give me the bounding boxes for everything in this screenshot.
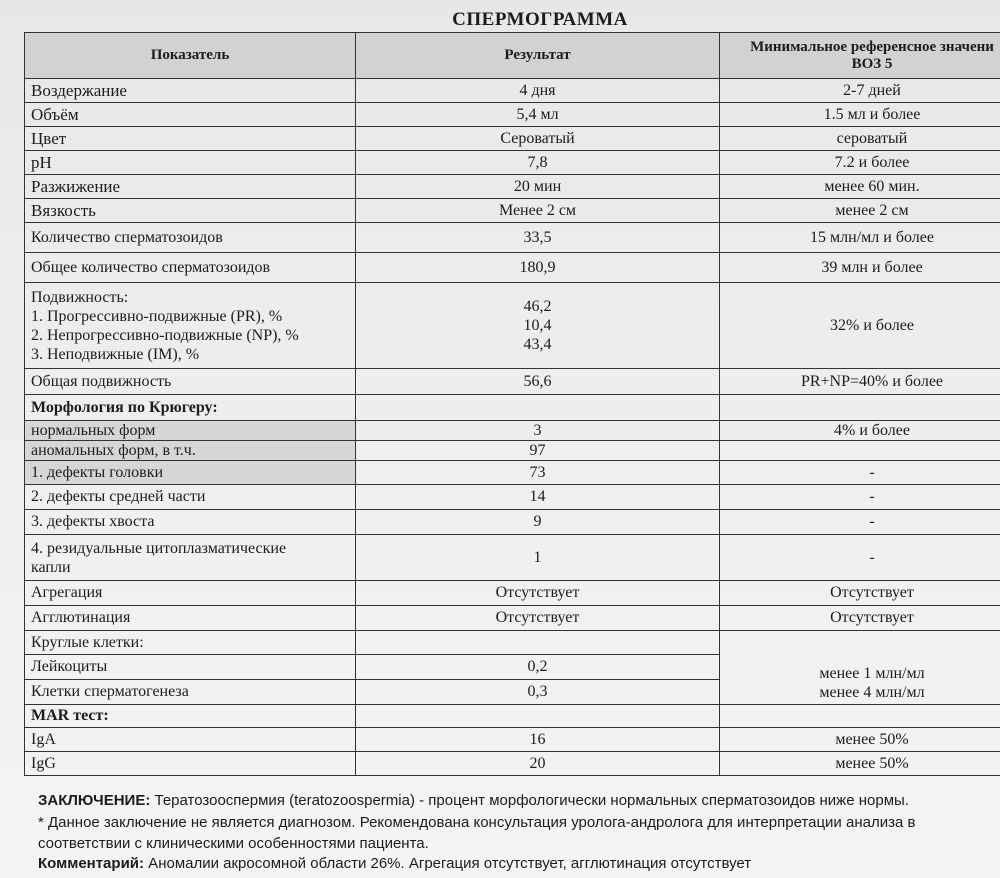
motility-pr-value: 46,2	[523, 298, 552, 315]
header-indicator: Показатель	[25, 33, 356, 79]
row-result: 33,5	[356, 223, 720, 253]
row-reference: 2-7 дней	[720, 79, 1000, 103]
row-name: Агрегация	[25, 581, 356, 606]
morphology-heading: Морфология по Крюгеру:	[25, 395, 356, 421]
table-row	[25, 581, 1000, 606]
row-result: Отсутствует	[356, 606, 720, 631]
row-name: Вязкость	[25, 199, 356, 223]
row-result: 20	[356, 752, 720, 776]
table-row	[25, 253, 1000, 283]
comment-label: Комментарий:	[38, 855, 145, 872]
header-reference-line1: Минимальное референсное значени	[750, 38, 994, 55]
row-result: 0,2	[356, 655, 720, 680]
comment-line	[38, 853, 998, 874]
empty-cell	[356, 395, 720, 421]
conclusion-note	[38, 812, 998, 854]
row-name: Агглютинация	[25, 606, 356, 631]
row-name: Лейкоциты	[25, 655, 356, 680]
row-name	[25, 535, 356, 581]
table-row	[25, 369, 1000, 395]
table-row	[25, 199, 1000, 223]
table-row	[25, 752, 1000, 776]
motility-im-value: 43,4	[523, 336, 552, 353]
row-name: Клетки сперматогенеза	[25, 680, 356, 705]
row-result: 180,9	[356, 253, 720, 283]
row-name: Цвет	[25, 127, 356, 151]
table-row	[25, 151, 1000, 175]
spermogram-table	[24, 32, 1000, 776]
motility-im-label: 3. Неподвижные (IM), %	[31, 345, 200, 363]
comment-text: Аномалии акросомной области 26%. Агрегация отсутствует, агглютинация отсутствует	[144, 855, 752, 872]
motility-reference: 32% и более	[720, 283, 1000, 369]
row-reference: -	[720, 510, 1000, 535]
row-reference: сероватый	[720, 127, 1000, 151]
motility-heading: Подвижность:	[31, 288, 129, 306]
table-row	[25, 535, 1000, 581]
row-result: 14	[356, 485, 720, 510]
mar-heading: MAR тест:	[25, 705, 356, 728]
row-result: 56,6	[356, 369, 720, 395]
empty-cell	[720, 705, 1000, 728]
table-row	[25, 79, 1000, 103]
header-reference-line2: ВОЗ 5	[851, 55, 893, 72]
document-title: СПЕРМОГРАММА	[452, 9, 628, 30]
row-reference: менее 50%	[720, 752, 1000, 776]
row-reference: менее 50%	[720, 728, 1000, 752]
row-result: Отсутствует	[356, 581, 720, 606]
row-name: 3. дефекты хвоста	[25, 510, 356, 535]
table-row	[25, 461, 1000, 485]
empty-cell	[356, 631, 720, 655]
table-row	[25, 223, 1000, 253]
row-reference: 15 млн/мл и более	[720, 223, 1000, 253]
row-result: 16	[356, 728, 720, 752]
motility-values	[356, 283, 720, 369]
table-row	[25, 728, 1000, 752]
table-row	[25, 485, 1000, 510]
table-row	[25, 127, 1000, 151]
conclusion-label: ЗАКЛЮЧЕНИЕ:	[38, 792, 151, 809]
row-reference: 7.2 и более	[720, 151, 1000, 175]
motility-pr-label: 1. Прогрессивно-подвижные (PR), %	[31, 307, 283, 325]
morphology-heading-row	[25, 395, 1000, 421]
row-result: 0,3	[356, 680, 720, 705]
motility-np-label: 2. Непрогрессивно-подвижные (NP), %	[31, 326, 299, 344]
row-result: 3	[356, 421, 720, 441]
row-name: Общее количество сперматозоидов	[25, 253, 356, 283]
round-cells-heading-row	[25, 631, 1000, 655]
motility-labels	[25, 283, 356, 369]
row-reference: PR+NP=40% и более	[720, 369, 1000, 395]
row-name: Объём	[25, 103, 356, 127]
row-reference: Отсутствует	[720, 581, 1000, 606]
conclusion-line	[38, 790, 998, 811]
residual-line1: 4. резидуальные цитоплазматические	[31, 539, 287, 557]
empty-cell	[720, 395, 1000, 421]
row-result: 7,8	[356, 151, 720, 175]
row-reference: Отсутствует	[720, 606, 1000, 631]
motility-row	[25, 283, 1000, 369]
row-name: IgA	[25, 728, 356, 752]
row-result: 9	[356, 510, 720, 535]
row-result: 73	[356, 461, 720, 485]
row-name: 2. дефекты средней части	[25, 485, 356, 510]
row-result: 4 дня	[356, 79, 720, 103]
row-reference: -	[720, 535, 1000, 581]
row-name: нормальных форм	[25, 421, 356, 441]
conclusion-note-line2: соответствии с клиническими особенностями пациента.	[38, 835, 429, 852]
table-row	[25, 606, 1000, 631]
empty-cell	[720, 441, 1000, 461]
row-reference: 1.5 мл и более	[720, 103, 1000, 127]
row-name: pH	[25, 151, 356, 175]
conclusion-text: Тератозооспермия (teratozoospermia) - процент морфологически нормальных сперматозоидов ниже нормы.	[150, 792, 909, 809]
row-reference: 39 млн и более	[720, 253, 1000, 283]
sperm-cells-reference: менее 4 млн/мл	[819, 683, 925, 701]
motility-np-value: 10,4	[523, 317, 552, 334]
residual-line2: капли	[31, 558, 71, 576]
leuko-reference: менее 1 млн/мл	[819, 664, 925, 682]
row-name: Воздержание	[25, 79, 356, 103]
row-reference: -	[720, 485, 1000, 510]
row-reference: 4% и более	[720, 421, 1000, 441]
row-result: 1	[356, 535, 720, 581]
row-result: Менее 2 см	[356, 199, 720, 223]
row-name: аномальных форм, в т.ч.	[25, 441, 356, 461]
mar-heading-row	[25, 705, 1000, 728]
row-result: Сероватый	[356, 127, 720, 151]
table-header-row	[25, 33, 1000, 79]
table-row	[25, 175, 1000, 199]
table-row	[25, 441, 1000, 461]
round-cells-reference	[720, 631, 1000, 705]
row-reference: менее 60 мин.	[720, 175, 1000, 199]
conclusion-note-line1: * Данное заключение не является диагнозом. Рекомендована консультация уролога-андролога для интерпретации анализа в	[38, 814, 916, 831]
row-result: 5,4 мл	[356, 103, 720, 127]
table-row	[25, 421, 1000, 441]
row-name: 1. дефекты головки	[25, 461, 356, 485]
table-row	[25, 510, 1000, 535]
header-result: Результат	[356, 33, 720, 79]
row-result: 97	[356, 441, 720, 461]
row-name: Общая подвижность	[25, 369, 356, 395]
row-name: IgG	[25, 752, 356, 776]
round-cells-heading: Круглые клетки:	[25, 631, 356, 655]
row-reference: менее 2 см	[720, 199, 1000, 223]
row-name: Количество сперматозоидов	[25, 223, 356, 253]
row-name: Разжижение	[25, 175, 356, 199]
empty-cell	[356, 705, 720, 728]
header-reference	[720, 33, 1000, 79]
row-reference: -	[720, 461, 1000, 485]
table-row	[25, 103, 1000, 127]
row-result: 20 мин	[356, 175, 720, 199]
